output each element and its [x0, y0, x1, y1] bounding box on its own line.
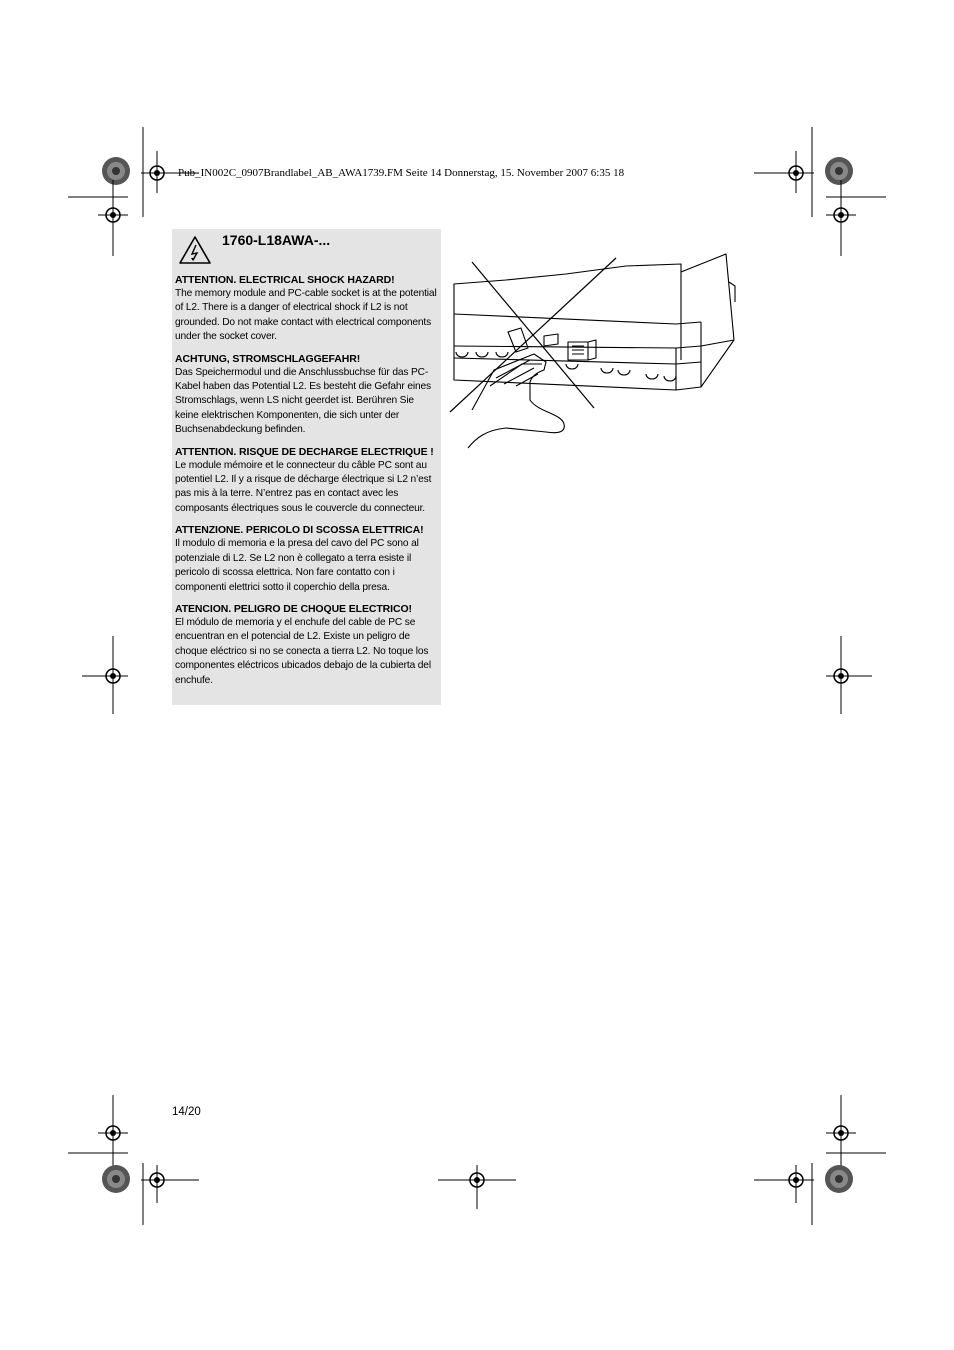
- registration-mark-icon: [68, 180, 128, 256]
- warning-header: [175, 229, 437, 273]
- warning-section-it: [175, 523, 437, 595]
- warning-heading: ATTENZIONE. PERICOLO DI SCOSSA ELETTRICA!: [175, 524, 424, 537]
- warning-body: The memory module and PC-cable socket is at the potential of L2. There is a danger of electrical shock if L2 is not grounded. Do not make contact with electrical components under the socket cover.: [175, 288, 437, 343]
- warning-section-en: [175, 273, 437, 345]
- warning-section-fr: [175, 445, 437, 517]
- registration-mark-icon: [82, 636, 130, 714]
- page-number: 14/20: [172, 1106, 201, 1118]
- registration-mark-icon: [826, 180, 886, 256]
- warning-section-de: [175, 352, 437, 438]
- warning-heading: ATTENTION. RISQUE DE DECHARGE ELECTRIQUE !: [175, 445, 434, 458]
- warning-body: El módulo de memoria y el enchufe del cable de PC se encuentran en el potencial de L2. Existe un peligro de choque eléctrico si no se conecta a tierra L2. No toque los componentes eléctricos ubicados debajo de la cubierta del enchufe.: [175, 616, 431, 686]
- color-target-icon: [100, 1163, 132, 1195]
- warning-box: [172, 229, 441, 705]
- registration-mark-icon: [752, 127, 814, 217]
- registration-mark-icon: [141, 1163, 201, 1225]
- warning-body: Il modulo di memoria e la presa del cavo del PC sono al potenziale di L2. Se L2 non è collegato a terra esiste il pericolo di scossa elettrica. Non fare contatto con i componenti elettrici sotto il coperchio della presa.: [175, 538, 419, 593]
- registration-mark-icon: [438, 1163, 516, 1209]
- registration-mark-icon: [68, 1095, 128, 1171]
- print-header-line: Pub_IN002C_0907Brandlabel_AB_AWA1739.FM Seite 14 Donnerstag, 15. November 2007 6:35 18: [178, 167, 625, 179]
- warning-heading: ATENCION. PELIGRO DE CHOQUE ELECTRICO!: [175, 602, 412, 615]
- warning-body: Das Speichermodul und die Anschlussbuchse für das PC-Kabel haben das Potential L2. Es besteht die Gefahr eines Stromschlags, wenn LS nicht geerdet ist. Berühren Sie keine elektrischen Komponenten, die sich unter der Buchsenabdeckung befinden.: [175, 366, 431, 436]
- warning-body: Le module mémoire et le connecteur du câble PC sont au potentiel L2. Il y a risque de décharge électrique si L2 n’est pas mis à la terre. N’entrez pas en contact avec les composants électriques sous le couvercle du connecteur.: [175, 459, 432, 514]
- do-not-touch-illustration: [446, 252, 746, 462]
- registration-mark-icon: [752, 1163, 814, 1225]
- registration-mark-icon: [826, 1095, 886, 1171]
- electrical-hazard-icon: [178, 235, 212, 265]
- color-target-icon: [823, 1163, 855, 1195]
- registration-mark-icon: [826, 636, 874, 714]
- warning-heading: ACHTUNG, STROMSCHLAGGEFAHR!: [175, 352, 361, 365]
- warning-section-es: [175, 602, 437, 688]
- warning-heading: ATTENTION. ELECTRICAL SHOCK HAZARD!: [175, 274, 395, 286]
- registration-mark-icon: [141, 127, 201, 217]
- model-number: 1760-L18AWA-...: [222, 232, 331, 248]
